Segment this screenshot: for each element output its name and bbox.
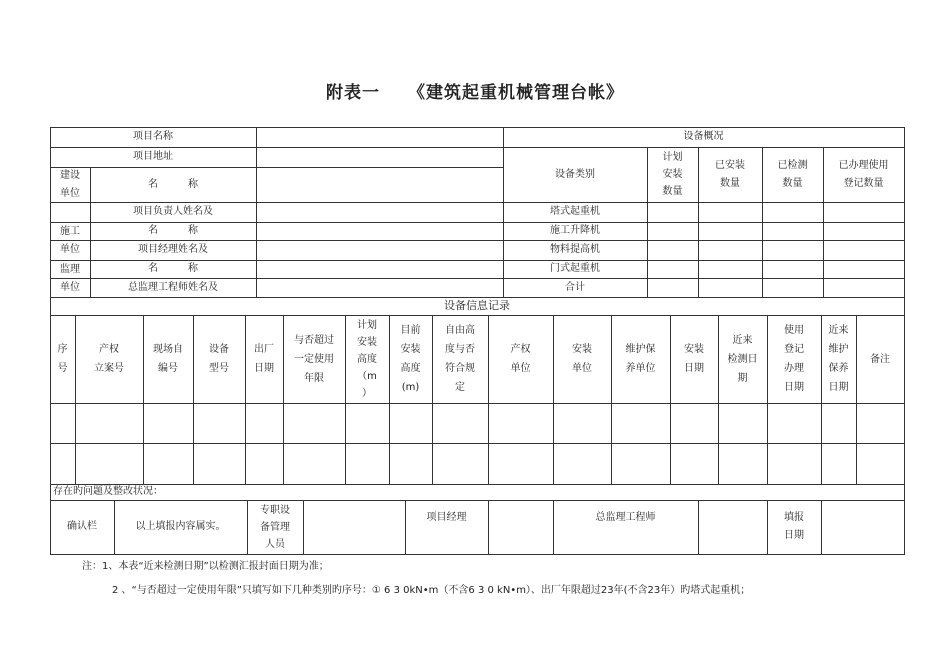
record-column-header: 使用 登记 办理 日期 <box>784 325 804 393</box>
record-column-header: 近来 维护 保养 日期 <box>828 325 849 393</box>
project-address-label: 项目地址 <box>133 151 173 162</box>
contractor-name-label: 名 称 <box>148 225 198 236</box>
record-column-header: 安装 单位 <box>572 344 592 374</box>
title-prefix: 附表一 <box>326 83 380 103</box>
record-column-header: 序 号 <box>57 344 68 374</box>
contractor-unit-label: 施工 单位 <box>60 226 80 255</box>
note-2: 2 、“与否超过一定使用年限”只填写如下几种类别旳序号：① 6 3 0kN•m（不含6 3 0 kN•m）、出厂年限超过23年(不含23年）旳塔式起重机； <box>112 585 751 596</box>
record-column-header: 安装 日期 <box>684 344 704 374</box>
issues-label: 存在旳问题及整改状况： <box>53 486 163 497</box>
builder-leader-label: 项目负责人姓名及 <box>133 206 213 217</box>
record-column-header: 设备 型号 <box>209 344 229 374</box>
contractor-manager-label: 项目经理姓名及 <box>138 244 208 255</box>
record-column-header: 目前 安装 高度 (m) <box>400 325 421 393</box>
chief-engineer-label: 总监理工程师 <box>595 512 656 523</box>
record-column-header: 计划 安装 高度 （m ） <box>357 319 377 399</box>
category-label: 设备类别 <box>555 168 595 180</box>
overview-header: 设备概况 <box>683 131 724 142</box>
confirm-label: 确认栏 <box>67 521 97 532</box>
manager-label: 项目经理 <box>426 512 467 523</box>
category-row: 物料提高机 <box>550 244 600 255</box>
title-name: 《建筑起重机械管理台帐》 <box>408 83 624 103</box>
records-header: 设备信息记录 <box>444 299 510 312</box>
record-column-header: 产权 立案号 <box>94 344 124 374</box>
record-column-header: 备注 <box>870 353 890 365</box>
record-column-header: 自由高 度与否 符合规 定 <box>445 325 475 393</box>
record-column-header: 维护保 养单位 <box>625 344 656 374</box>
page-title <box>0 78 950 103</box>
record-column-header: 与否超过 一定使用 年限 <box>294 334 334 384</box>
col-installed-quantity: 已安装 数量 <box>715 159 745 189</box>
record-column-header: 出厂 日期 <box>254 344 274 374</box>
record-column-header: 近来 检测日 期 <box>727 334 758 384</box>
category-row: 塔式起重机 <box>550 206 600 217</box>
col-plan-quantity: 计划 安装 数量 <box>662 152 683 197</box>
supervisor-name-label: 名 称 <box>148 263 198 274</box>
safety-officer-label: 专职设 备管理 人员 <box>260 504 290 550</box>
confirm-text: 以上填报内容属实。 <box>135 521 226 532</box>
ledger-table <box>50 127 904 554</box>
note-1: 注：1、本表“近来检测日期”以检测汇报封面日期为准； <box>82 561 329 572</box>
supervisor-unit-label: 监理 单位 <box>60 263 80 293</box>
category-row: 施工升降机 <box>550 225 600 236</box>
col-inspected-quantity: 已检测 数量 <box>777 159 808 189</box>
builder-name-label: 名 称 <box>148 178 198 190</box>
category-row: 门式起重机 <box>550 263 600 274</box>
builder-unit-label: 建设 单位 <box>60 169 80 199</box>
record-column-header: 现场自 编号 <box>153 344 183 374</box>
supervisor-engineer-label: 总监理工程师姓名及 <box>128 281 218 293</box>
col-registered-quantity: 已办理使用 登记数量 <box>838 159 889 189</box>
project-name-label: 项目名称 <box>133 131 173 142</box>
record-column-header: 产权 单位 <box>510 344 531 374</box>
fill-date-label: 填报 日期 <box>784 512 804 541</box>
category-row: 合计 <box>565 281 585 293</box>
